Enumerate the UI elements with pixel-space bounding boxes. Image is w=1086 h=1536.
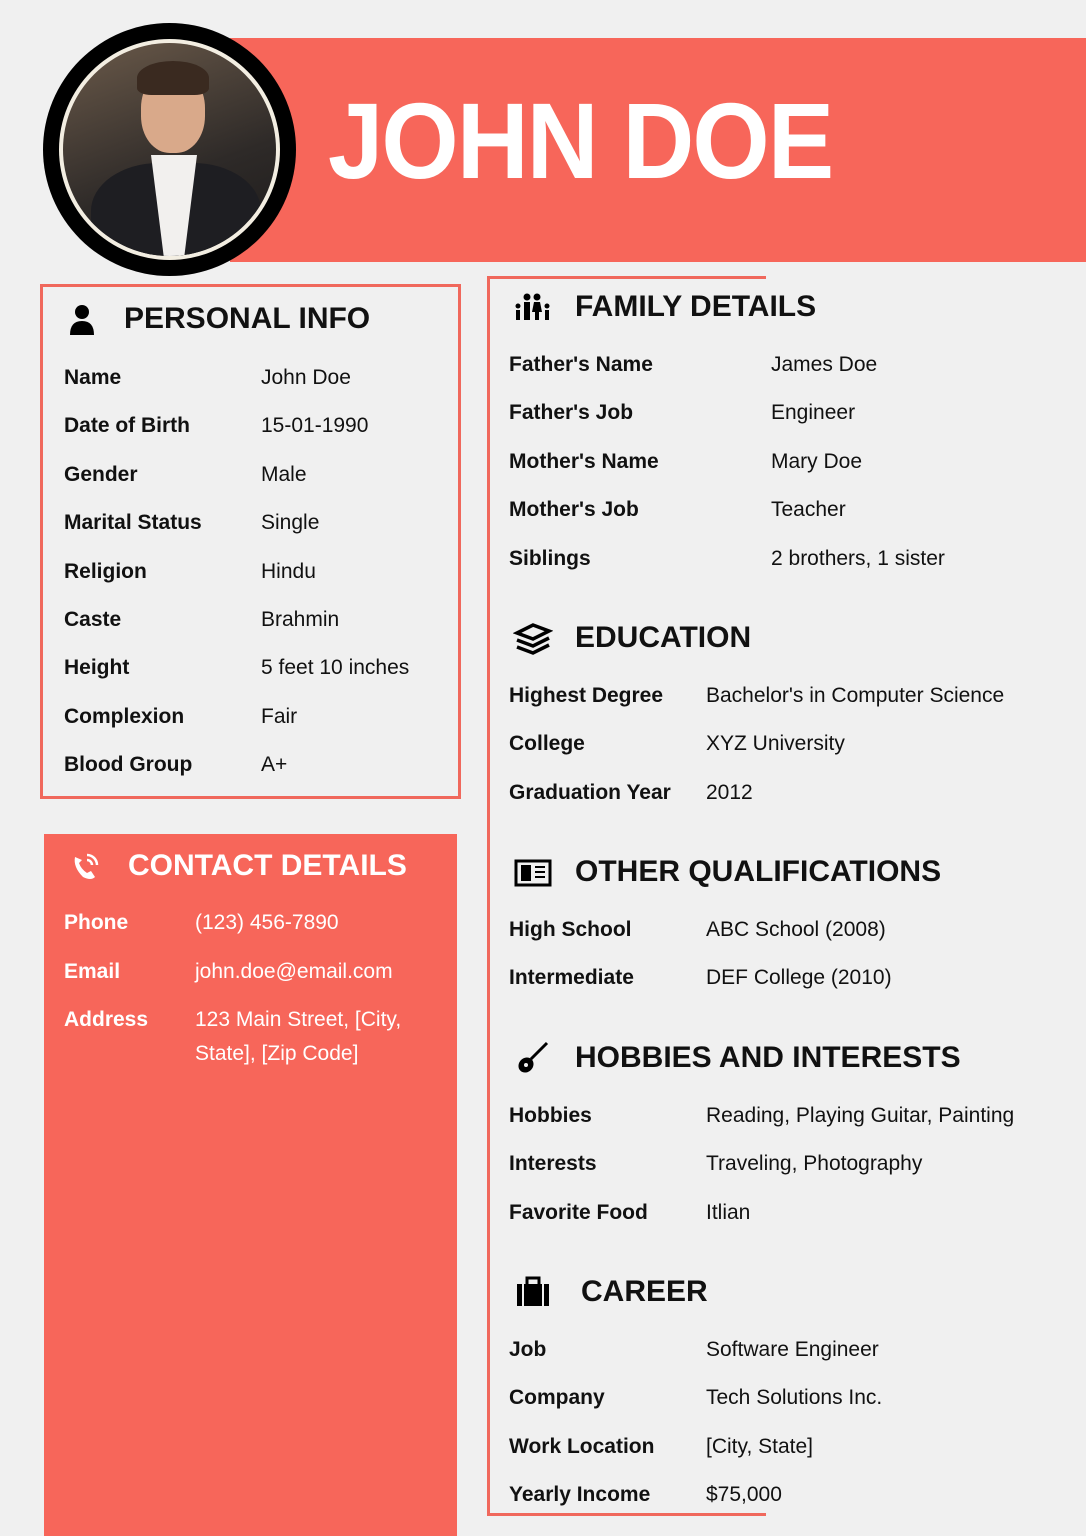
address-line-1: 123 Main Street, [City, (195, 1008, 402, 1031)
row-value: Male (261, 462, 307, 486)
row-label: Date of Birth (64, 414, 190, 438)
row-label: Yearly Income (509, 1483, 651, 1507)
row-label: Religion (64, 559, 147, 583)
email-link[interactable]: john.doe@email.com (195, 960, 393, 983)
row-label: Siblings (509, 546, 591, 570)
row-label: Father's Job (509, 401, 634, 425)
section-title: FAMILY DETAILS (575, 290, 817, 323)
candidate-name: JOHN DOE (328, 80, 833, 201)
books-icon (513, 621, 553, 655)
row-label: Gender (64, 462, 138, 486)
row-label: Favorite Food (509, 1200, 648, 1224)
education-heading (513, 621, 751, 655)
row-label: Job (509, 1338, 547, 1361)
section-title: HOBBIES AND INTERESTS (575, 1041, 961, 1074)
row-label: Intermediate (509, 966, 634, 990)
certificate-icon (513, 855, 553, 889)
address-line-2: State], [Zip Code] (195, 1042, 359, 1065)
row-value: Teacher (771, 498, 846, 522)
row-label: Interests (509, 1152, 597, 1176)
row-label: Height (64, 656, 130, 680)
row-value: 2012 (706, 780, 753, 804)
section-title: PERSONAL INFO (124, 302, 371, 335)
row-label: Email (64, 960, 121, 983)
row-value: ABC School (2008) (706, 918, 886, 941)
row-value: Engineer (771, 401, 856, 425)
row-value: 5 feet 10 inches (261, 656, 410, 680)
hobbies-heading (513, 1041, 961, 1075)
person-icon (62, 302, 102, 336)
row-value: Traveling, Photography (706, 1152, 923, 1176)
row-value: Bachelor's in Computer Science (706, 684, 1005, 707)
phone-icon (66, 849, 106, 883)
row-value: Tech Solutions Inc. (706, 1386, 883, 1410)
row-label: Work Location (509, 1434, 655, 1458)
section-title: CAREER (581, 1275, 708, 1308)
row-label: Name (64, 366, 122, 389)
row-value: Fair (261, 704, 298, 728)
row-value: Reading, Playing Guitar, Painting (706, 1104, 1015, 1127)
row-value: Software Engineer (706, 1338, 879, 1361)
briefcase-icon (513, 1275, 553, 1309)
row-value: 15-01-1990 (261, 414, 369, 438)
row-value: [City, State] (706, 1434, 813, 1458)
row-label: Graduation Year (509, 780, 671, 804)
row-value: Itlian (706, 1200, 751, 1224)
family-icon (513, 290, 553, 324)
divider (487, 1513, 766, 1516)
divider (487, 276, 766, 279)
row-value: Single (261, 511, 320, 535)
row-label: Father's Name (509, 353, 653, 376)
row-label: Phone (64, 911, 129, 934)
row-value: Brahmin (261, 608, 340, 631)
row-label: Company (509, 1386, 605, 1410)
section-title: EDUCATION (575, 621, 752, 654)
row-value: Hindu (261, 559, 316, 583)
section-title: CONTACT DETAILS (128, 849, 407, 882)
row-label: Blood Group (64, 753, 193, 777)
row-value: $75,000 (706, 1483, 782, 1507)
row-value: XYZ University (706, 732, 845, 756)
row-label: Address (64, 1008, 149, 1031)
personal-info-heading (62, 302, 370, 336)
row-label: College (509, 732, 585, 756)
family-details-heading (513, 290, 816, 324)
row-value: James Doe (771, 353, 878, 376)
divider (487, 276, 490, 1516)
section-title: OTHER QUALIFICATIONS (575, 855, 942, 888)
phone-value: (123) 456-7890 (195, 911, 339, 934)
row-label: Mother's Job (509, 498, 639, 522)
row-label: Mother's Name (509, 449, 659, 473)
contact-details-heading (66, 849, 407, 883)
row-value: 2 brothers, 1 sister (771, 546, 945, 570)
contact-details-box (44, 834, 457, 1536)
profile-photo (43, 23, 296, 276)
row-value: John Doe (261, 366, 351, 389)
row-value: Mary Doe (771, 449, 863, 473)
row-label: Hobbies (509, 1104, 592, 1127)
row-value: A+ (261, 753, 288, 777)
row-label: High School (509, 918, 632, 941)
row-label: Marital Status (64, 511, 202, 535)
other-qualifications-heading (513, 855, 941, 889)
guitar-icon (513, 1041, 553, 1075)
career-heading (513, 1275, 708, 1309)
row-label: Caste (64, 608, 122, 631)
row-label: Highest Degree (509, 684, 664, 707)
row-value: DEF College (2010) (706, 966, 892, 990)
row-label: Complexion (64, 704, 185, 728)
